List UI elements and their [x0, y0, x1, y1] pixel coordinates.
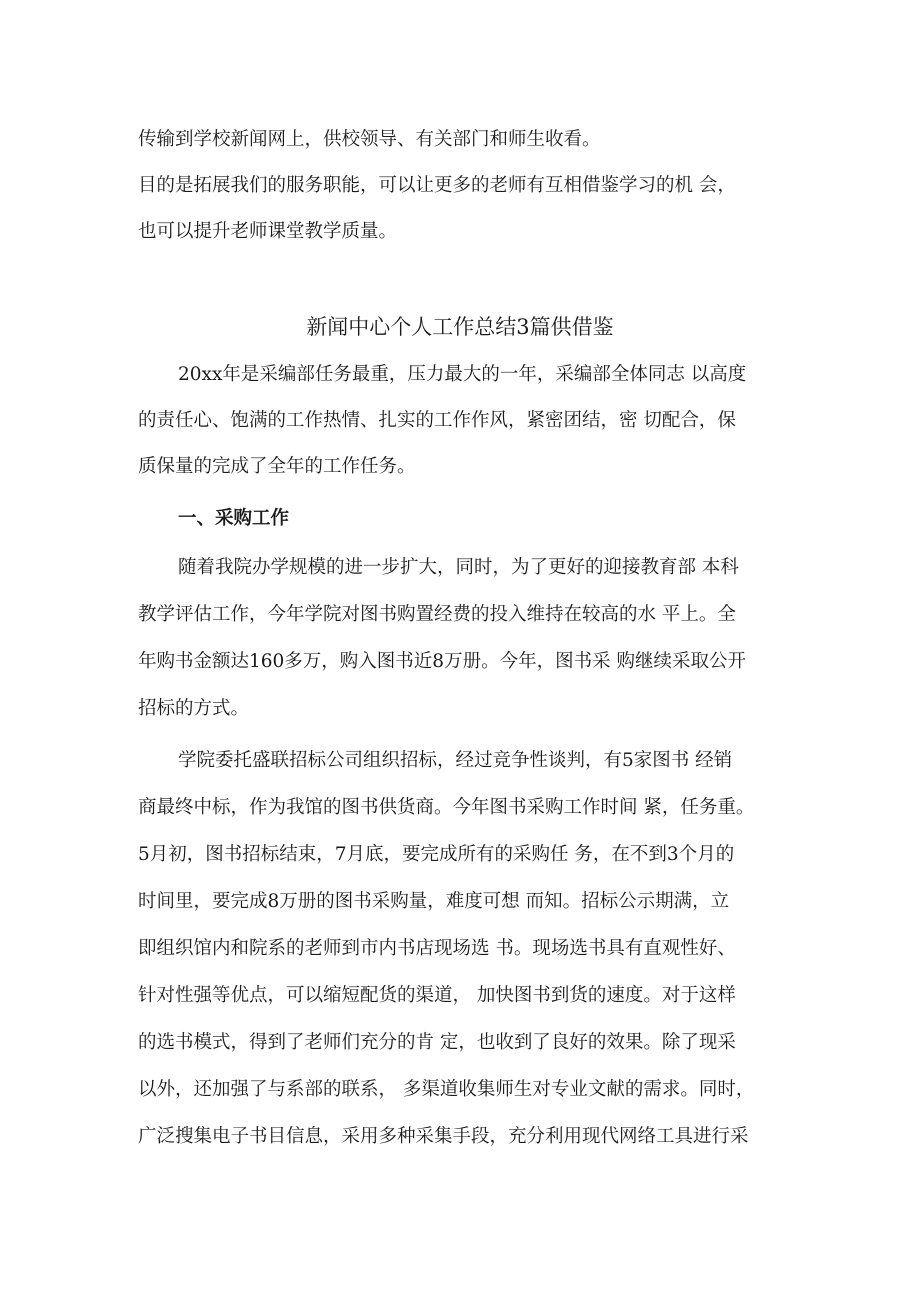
text-line: 质保量的完成了全年的工作任务。 — [138, 456, 416, 477]
text-line: 的责任心、饱满的工作热情、扎实的工作作风，紧密团结，密 切配合，保 — [138, 410, 736, 431]
text-line: 的选书模式，得到了老师们充分的肯 定，也收到了良好的效果。除了现采 — [138, 1032, 736, 1053]
text-line: 针对性强等优点，可以缩短配货的渠道， 加快图书到货的速度。对于这样 — [138, 985, 736, 1006]
text-line: 以外，还加强了与系部的联系， 多渠道收集师生对专业文献的需求。同时， — [138, 1079, 755, 1100]
text-line: 招标的方式。 — [138, 698, 250, 719]
text-line: 也可以提升老师课堂教学质量。 — [138, 221, 398, 242]
text-line: 目的是拓展我们的服务职能，可以让更多的老师有互相借鉴学习的机 会， — [138, 175, 736, 196]
text-line: 时间里，要完成8万册的图书采购量，难度可想 而知。招标公示期满，立 — [138, 891, 730, 912]
text-line: 随着我院办学规模的进一步扩大，同时，为了更好的迎接教育部 本科 — [178, 557, 739, 578]
article-title: 新闻中心个人工作总结3篇供借鉴 — [306, 315, 614, 339]
text-line: 传输到学校新闻网上，供校领导、有关部门和师生收看。 — [138, 129, 601, 150]
text-line: 学院委托盛联招标公司组织招标，经过竞争性谈判，有5家图书 经销 — [178, 750, 733, 771]
section-heading: 一、采购工作 — [178, 508, 290, 529]
text-line: 商最终中标，作为我馆的图书供货商。今年图书采购工作时间 紧，任务重。 — [138, 797, 755, 818]
text-line: 年购书金额达160多万，购入图书近8万册。今年，图书采 购继续采取公开 — [138, 651, 746, 672]
text-line: 5月初，图书招标结束，7月底，要完成所有的采购任 务，在不到3个月的 — [138, 844, 735, 865]
text-line: 即组织馆内和院系的老师到市内书店现场选 书。现场选书具有直观性好、 — [138, 938, 736, 959]
text-line: 广泛搜集电子书目信息，采用多种采集手段，充分利用现代网络工具进行采 — [138, 1126, 749, 1147]
text-line: 20xx年是采编部任务最重，压力最大的一年，采编部全体同志 以高度 — [178, 364, 747, 385]
text-line: 教学评估工作，今年学院对图书购置经费的投入维持在较高的水 平上。全 — [138, 604, 736, 625]
